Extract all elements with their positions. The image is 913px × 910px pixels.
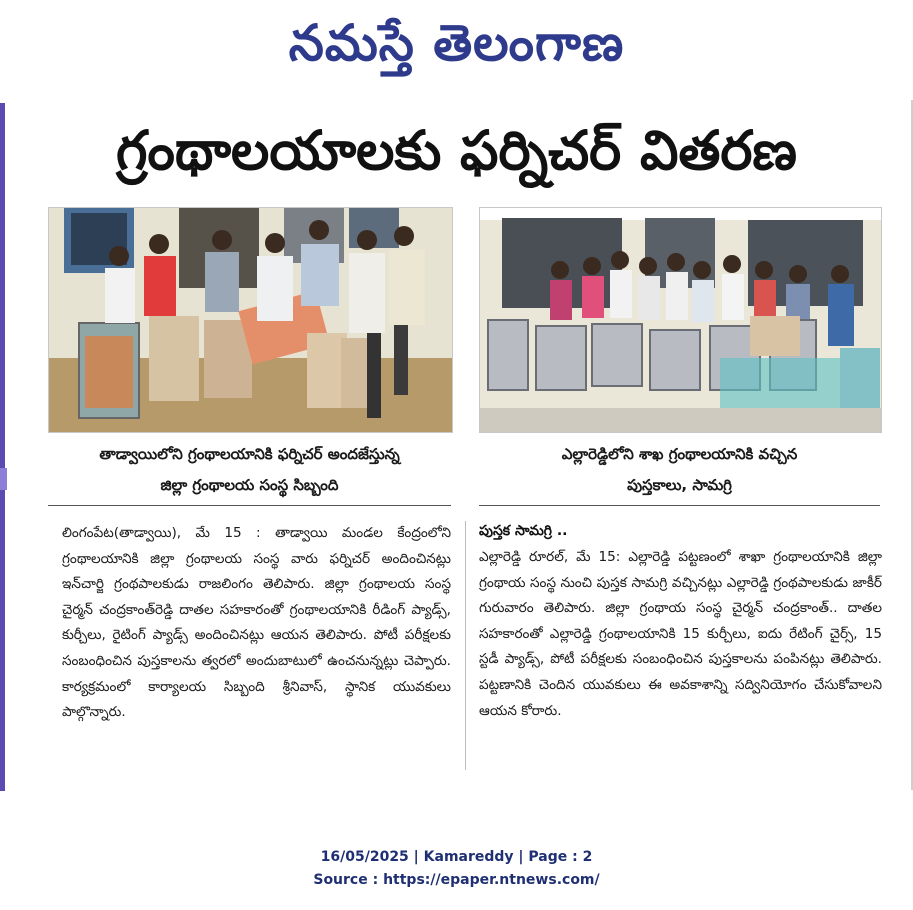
caption-right-line1: ఎల్లారెడ్డిలోని శాఖ గ్రంథాలయానికి వచ్చిన bbox=[561, 445, 798, 463]
caption-left-line2: జిల్లా గ్రంథాలయ సంస్థ సిబ్బంది bbox=[160, 476, 339, 494]
article-subhead: పుస్తక సామగ్రి .. bbox=[479, 523, 568, 539]
footer-date-edition: 16/05/2025 | Kamareddy | Page : 2 bbox=[320, 849, 593, 865]
photo-caption-right bbox=[479, 439, 880, 501]
article-body-left: లింగంపేట(తాడ్వాయి), మే 15 : తాడ్వాయి మండల కేంద్రంలోని గ్రంథాలయానికి జిల్లా గ్రంథాలయ సంస్థ వారు ఫర్నిచర్ అందించినట్లు ఇన్‌చార్జి గ్రంథపాలకుడు రాజలింగం తెలిపారు. జిల్లా గ్రంథాలయ సంస్థ చైర్మన్ చంద్రకాంత్‌రెడ్డి దాతల సహకారంతో గ్రంథాలయానికి రీడింగ్ ప్యాడ్స్, కుర్చీలు, రైటింగ్ ప్యాడ్స్ అందించినట్లు ఆయన తెలిపారు. పోటీ పరీక్షలకు సంబంధించిన పుస్తకాలను త్వరలో అందుబాటులో ఉంచనున్నట్లు చెప్పారు. కార్యక్రమంలో కార్యాలయ సిబ్బంది శ్రీనివాస్, స్థానిక యువకులు పాల్గొన్నారు. bbox=[62, 525, 451, 721]
caption-divider-right bbox=[479, 505, 880, 506]
left-margin-marker bbox=[0, 468, 7, 490]
left-margin-bar bbox=[0, 103, 5, 791]
masthead-title: నమస్తే తెలంగాణ bbox=[288, 13, 625, 72]
photo-books-chairs bbox=[479, 207, 882, 433]
article-headline: గ్రంథాలయాలకు ఫర్నిచర్ వితరణ bbox=[116, 119, 797, 182]
caption-left-line1: తాడ్వాయిలోని గ్రంథాలయానికి ఫర్నిచర్ అందజేస్తున్న bbox=[99, 445, 400, 463]
caption-divider-left bbox=[48, 505, 451, 506]
page-footer bbox=[0, 846, 913, 892]
footer-source: Source : https://epaper.ntnews.com/ bbox=[313, 872, 600, 888]
article-body-right: ఎల్లారెడ్డి రూరల్, మే 15: ఎల్లారెడ్డి పట్టణంలో శాఖా గ్రంథాలయానికి జిల్లా గ్రంథాయ సంస్థ నుంచి పుస్తక సామగ్రి వచ్చినట్లు ఎల్లారెడ్డి గ్రంథపాలకుడు జాకీర్ గురువారం తెలిపారు. జిల్లా గ్రంథాయ సంస్థ చైర్మన్ చంద్రకాంత్.. దాతల సహకారంతో ఎల్లారెడ్డి గ్రంథాలయానికి 15 కుర్చీలు, ఐదు రేటింగ్ చైర్స్, 15 స్టడీ ప్యాడ్స్, పోటీ పరీక్షలకు సంబంధించిన పుస్తకాలను పంపినట్లు తెలిపారు. పట్టణానికి చెందిన యువకులు ఈ అవకాశాన్ని సద్వినియోగం చేసుకోవాలని ఆయన కోరారు. bbox=[479, 549, 882, 719]
column-divider bbox=[465, 521, 466, 770]
photo-caption-left bbox=[48, 439, 451, 501]
caption-right-line2: పుస్తకాలు, సామగ్రి bbox=[627, 476, 732, 494]
photo-furniture-handover bbox=[48, 207, 453, 433]
